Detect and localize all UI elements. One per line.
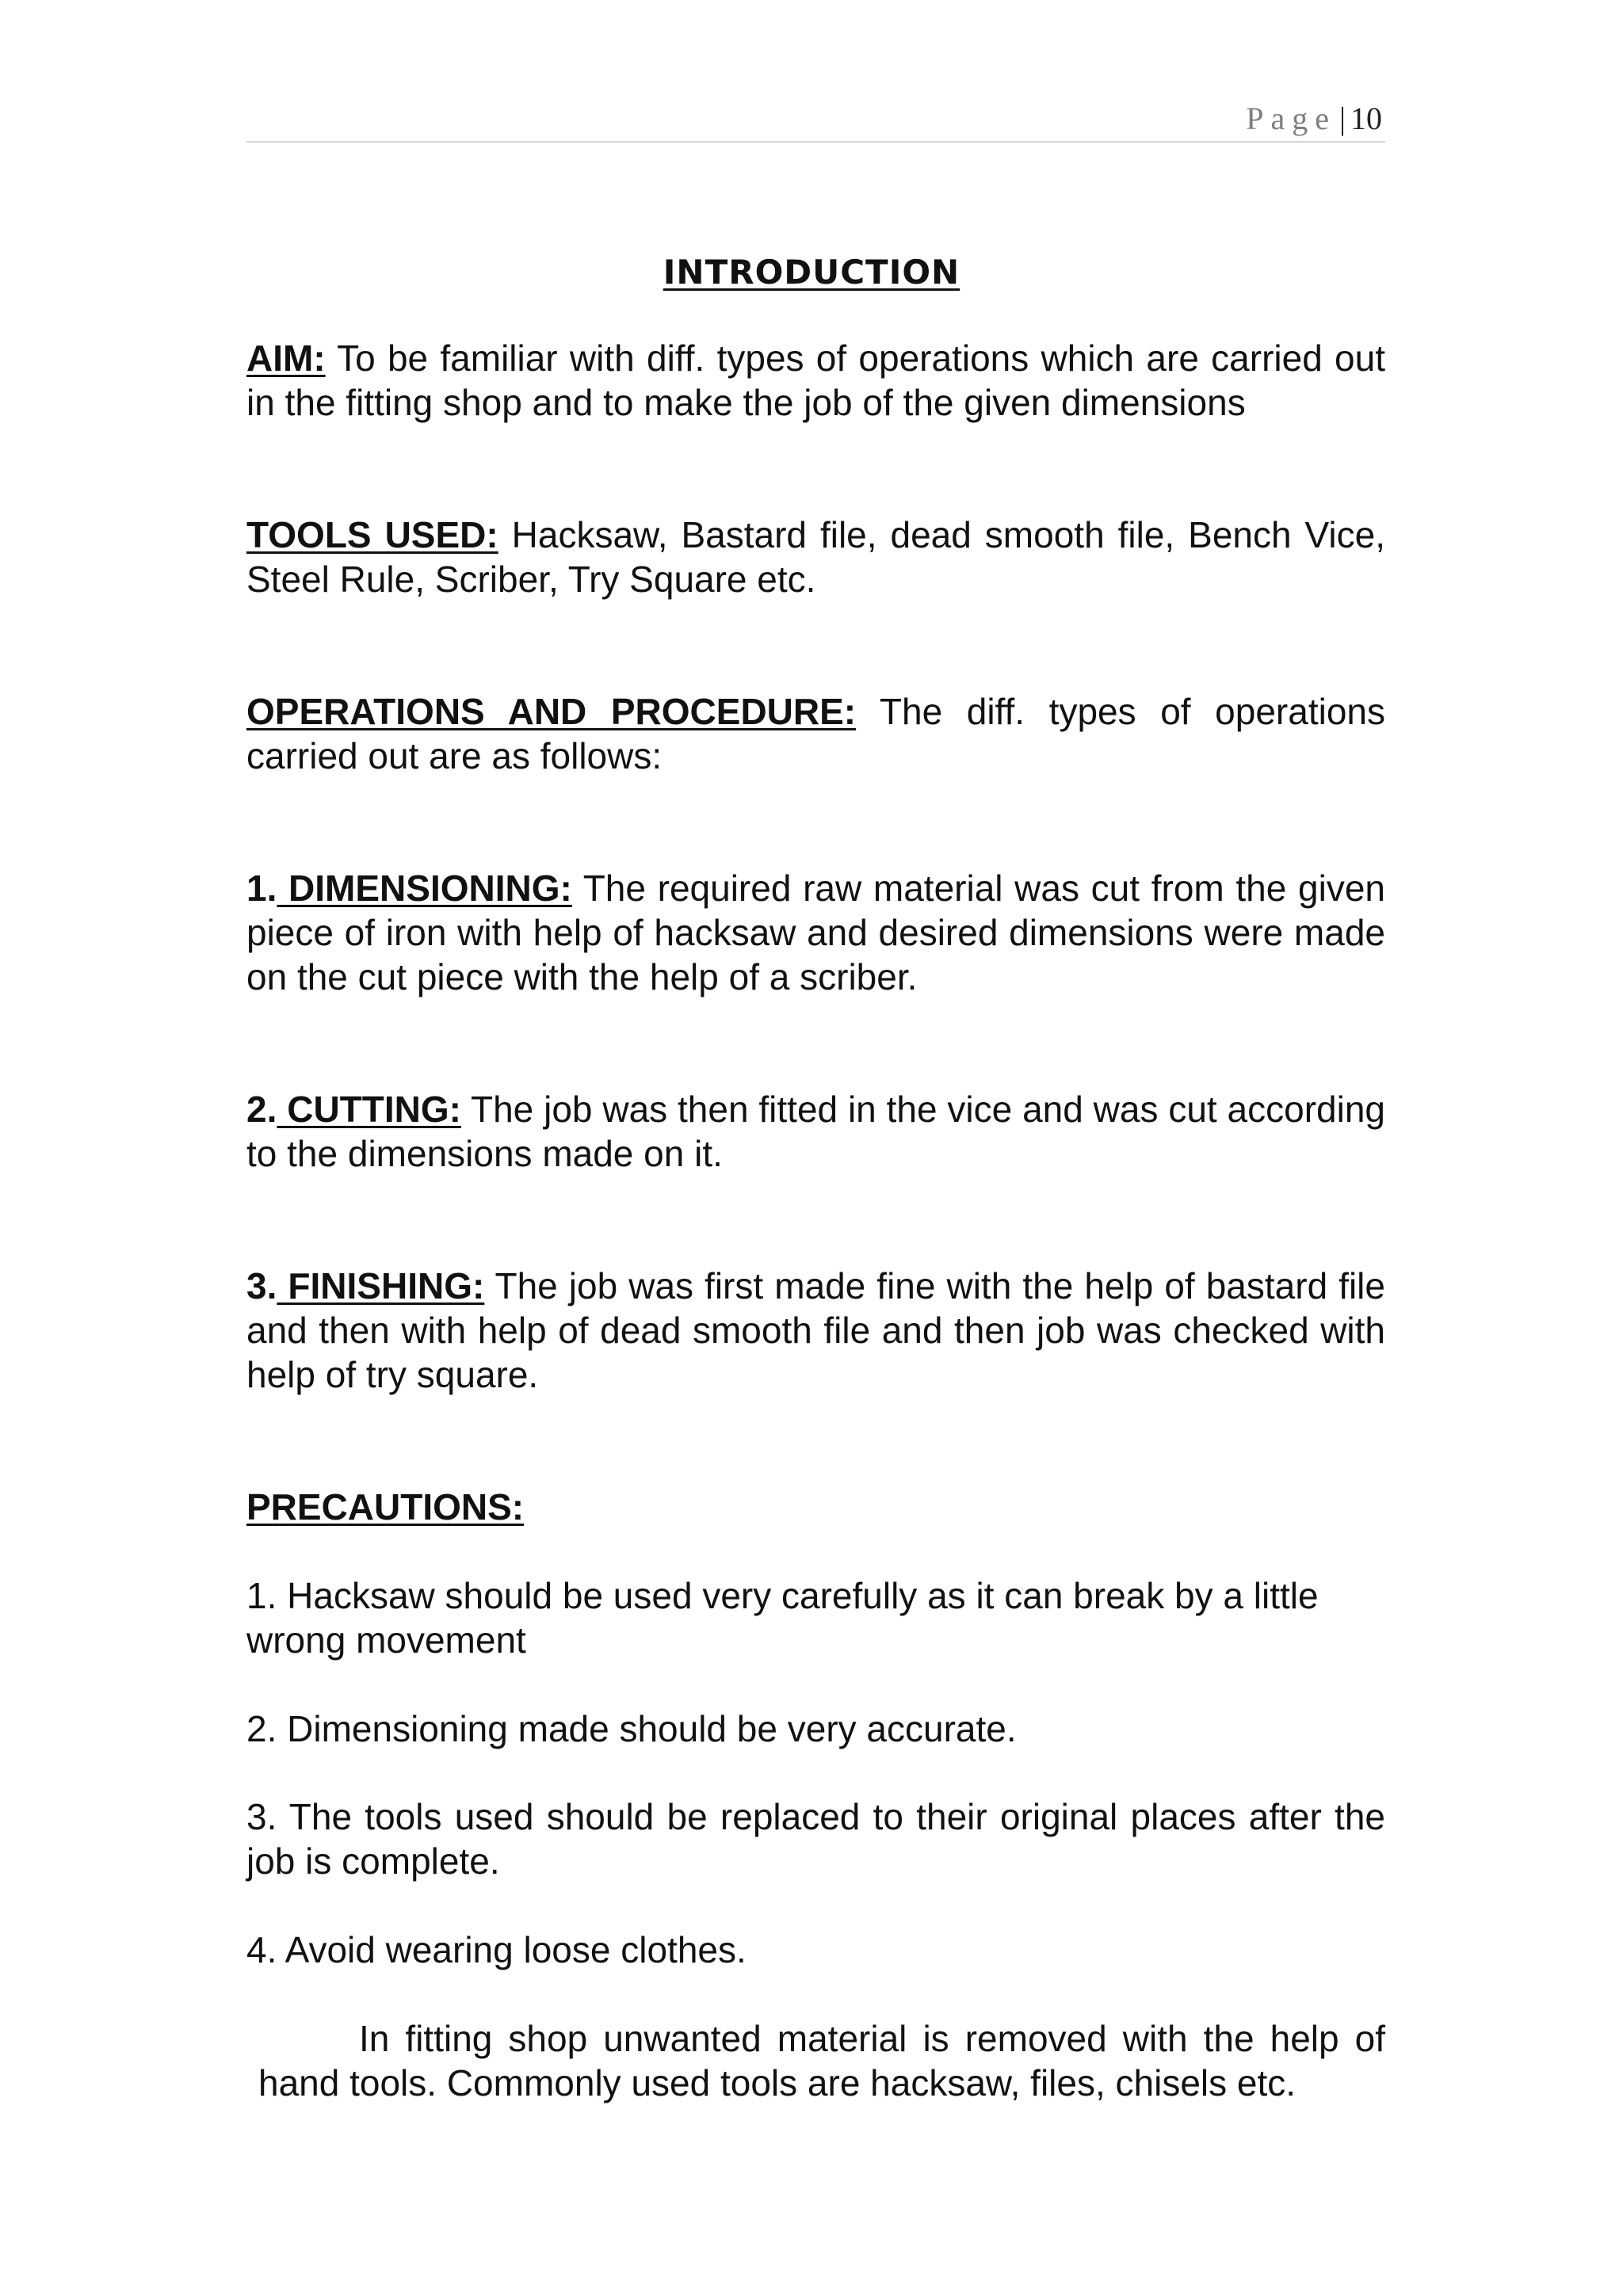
- aim-label: AIM:: [246, 338, 326, 379]
- step-dimensioning: [246, 866, 1385, 999]
- tools-paragraph: [246, 513, 1385, 601]
- page-separator: |: [1338, 101, 1346, 136]
- page-word: Page: [1246, 101, 1336, 136]
- step-text: The job was then fitted in the vice and was cut according to the dimensions made on it.: [246, 1089, 1385, 1174]
- step-label: DIMENSIONING:: [277, 868, 572, 909]
- aim-paragraph: [246, 336, 1385, 425]
- step-label: CUTTING:: [277, 1089, 461, 1130]
- precaution-item: 1. Hacksaw should be used very carefully as it can break by a little wrong movement: [246, 1575, 1319, 1661]
- step-finishing: [246, 1264, 1385, 1397]
- step-label: FINISHING:: [277, 1265, 485, 1306]
- step-cutting: [246, 1087, 1385, 1176]
- precaution-item: 4. Avoid wearing loose clothes.: [246, 1929, 747, 1970]
- step-text: The job was first made fine with the help of bastard file and then with help of dead smooth file and then job was checked with help of try square.: [246, 1265, 1385, 1395]
- precautions-heading-paragraph: [246, 1485, 1385, 1529]
- page-header: [246, 95, 1385, 143]
- page-number-label: [1246, 101, 1382, 136]
- tools-label: TOOLS USED:: [246, 514, 498, 555]
- tools-text: Hacksaw, Bastard file, dead smooth file, Bench Vice, Steel Rule, Scriber, Try Square etc.: [246, 514, 1385, 600]
- page-number: 10: [1350, 101, 1382, 136]
- step-number: 2.: [246, 1089, 277, 1130]
- page-title: INTRODUCTION: [663, 253, 960, 292]
- precaution-item: 2. Dimensioning made should be very accurate.: [246, 1708, 1017, 1749]
- aim-text: To be familiar with diff. types of operations which are carried out in the fitting shop and to make the job of the given dimensions: [246, 338, 1385, 423]
- operations-label: OPERATIONS AND PROCEDURE:: [246, 691, 857, 732]
- operations-text: The diff. types of operations carried out are as follows:: [246, 691, 1385, 776]
- step-text: The required raw material was cut from the given piece of iron with help of hacksaw and desired dimensions were made on the cut piece with the help of a scriber.: [246, 868, 1385, 997]
- closing-paragraph: In fitting shop unwanted material is removed with the help of hand tools. Commonly used tools are hacksaw, files, chisels etc.: [258, 2018, 1385, 2103]
- operations-paragraph: [246, 689, 1385, 778]
- precautions-heading: PRECAUTIONS:: [246, 1486, 525, 1527]
- precaution-item: 3. The tools used should be replaced to their original places after the job is complete.: [246, 1796, 1385, 1882]
- step-number: 1.: [246, 868, 277, 909]
- step-number: 3.: [246, 1265, 277, 1306]
